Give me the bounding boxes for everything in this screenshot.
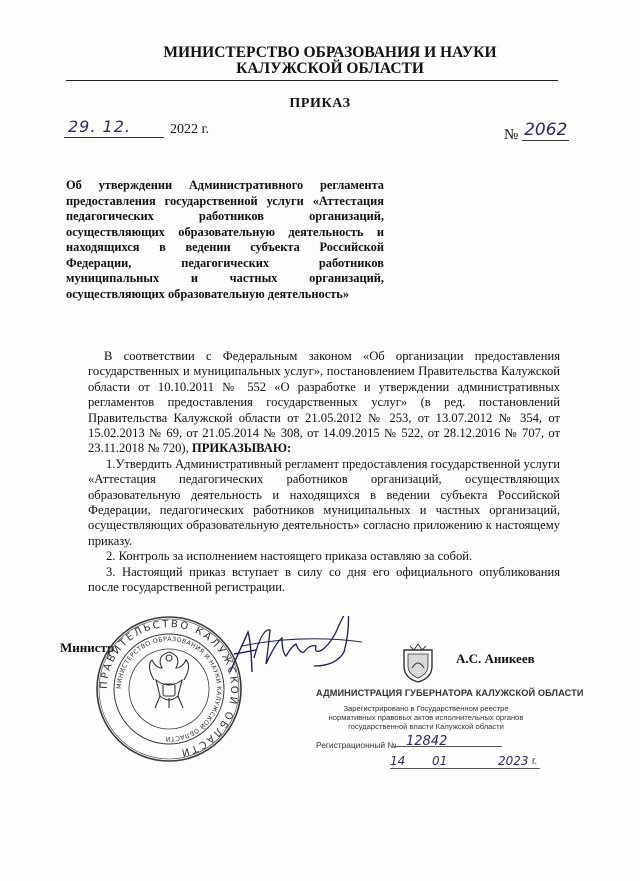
stamp-reg-year: 2023 (498, 754, 529, 768)
document-type: ПРИКАЗ (289, 96, 351, 111)
order-subject: Об утверждении Административного регламента предоставления государственной услуги «Аттестация педагогических работников организаций, осуществляющих образовательную деятельность и находящихся в ведении субъекта Российской Федерации, педагогических работников муниципальных и частных организаций, осуществляющих образовательную деятельность» (66, 178, 384, 301)
order-body (88, 349, 560, 596)
regional-emblem-icon (396, 640, 440, 684)
handwritten-date: 29. 12. (68, 117, 131, 136)
preamble-text: В соответствии с Федеральным законом «Об организации предоставления государственных и муниципальных услуг», постановлением Правительства Калужской области от 10.10.2011 № 552 «О разработке и утверждении административных регламентов предоставления государственных услуг» (в ред. постановлений Правительства Калужской области от 21.05.2012 № 253, от 13.07.2012 № 354, от 15.02.2013 № 69, от 21.05.2014 № 308, от 14.09.2015 № 522, от 28.12.2016 № 707, от 23.11.2018 № 720), (88, 349, 560, 456)
order-number (504, 120, 569, 145)
date-year: 2022 г. (170, 122, 210, 137)
number-prefix: № (504, 127, 519, 143)
signatory-position: Министр (60, 640, 115, 655)
order-word: ПРИКАЗЫВАЮ: (191, 441, 292, 456)
ministry-title-line1: МИНИСТЕРСТВО ОБРАЗОВАНИЯ И НАУКИ (163, 44, 497, 61)
preamble-paragraph (88, 349, 560, 457)
order-date (64, 117, 214, 138)
stamp-reg-month: 01 (432, 754, 448, 768)
order-item-2: 2. Контроль за исполнением настоящего приказа оставляю за собой. (106, 549, 473, 564)
order-item-1: 1.Утвердить Административный регламент предоставления государственной услуги «Аттестация педагогических работников организаций, осуществляющих образовательную деятельность и находящихся в ведении субъекта Российской Федерации, педагогических работников муниципальных и частных организаций, осуществляющих образовательную деятельность» согласно приложению к настоящему приказу. (88, 456, 560, 548)
stamp-reg-day: 14 (390, 754, 406, 768)
header-divider (66, 80, 558, 81)
date-underline (64, 117, 164, 138)
coat-of-arms-icon (149, 652, 188, 708)
handwritten-number: 2062 (524, 120, 568, 140)
stamp-reg-number: 12842 (406, 734, 448, 749)
official-seal (94, 614, 244, 764)
stamp-date-underline (390, 768, 540, 769)
stamp-year-suffix: г. (532, 756, 538, 767)
registration-stamp (306, 688, 606, 774)
ministry-title-line2: КАЛУЖСКОЙ ОБЛАСТИ (236, 60, 424, 77)
stamp-registered-text: Зарегистрировано в Государственном реестре нормативных правовых актов исполнительных органов государственной власти Калужской области (328, 704, 524, 731)
stamp-title: АДМИНИСТРАЦИЯ ГУБЕРНАТОРА КАЛУЖСКОЙ ОБЛАСТИ (316, 688, 584, 698)
order-item-3: 3. Настоящий приказ вступает в силу со дня его официального опубликования после государственной регистрации. (88, 564, 560, 595)
signatory-name: А.С. Аникеев (456, 651, 535, 666)
seal-inner-text: МИНИСТЕРСТВО ОБРАЗОВАНИЯ И НАУКИ КАЛУЖСКОЙ ОБЛАСТИ (115, 635, 223, 743)
signature-scribble (224, 616, 384, 682)
stamp-reg-number-label: Регистрационный № (316, 740, 397, 750)
seal-outer-text: ПРАВИТЕЛЬСТВО КАЛУЖСКОЙ ОБЛАСТИ (98, 618, 240, 759)
